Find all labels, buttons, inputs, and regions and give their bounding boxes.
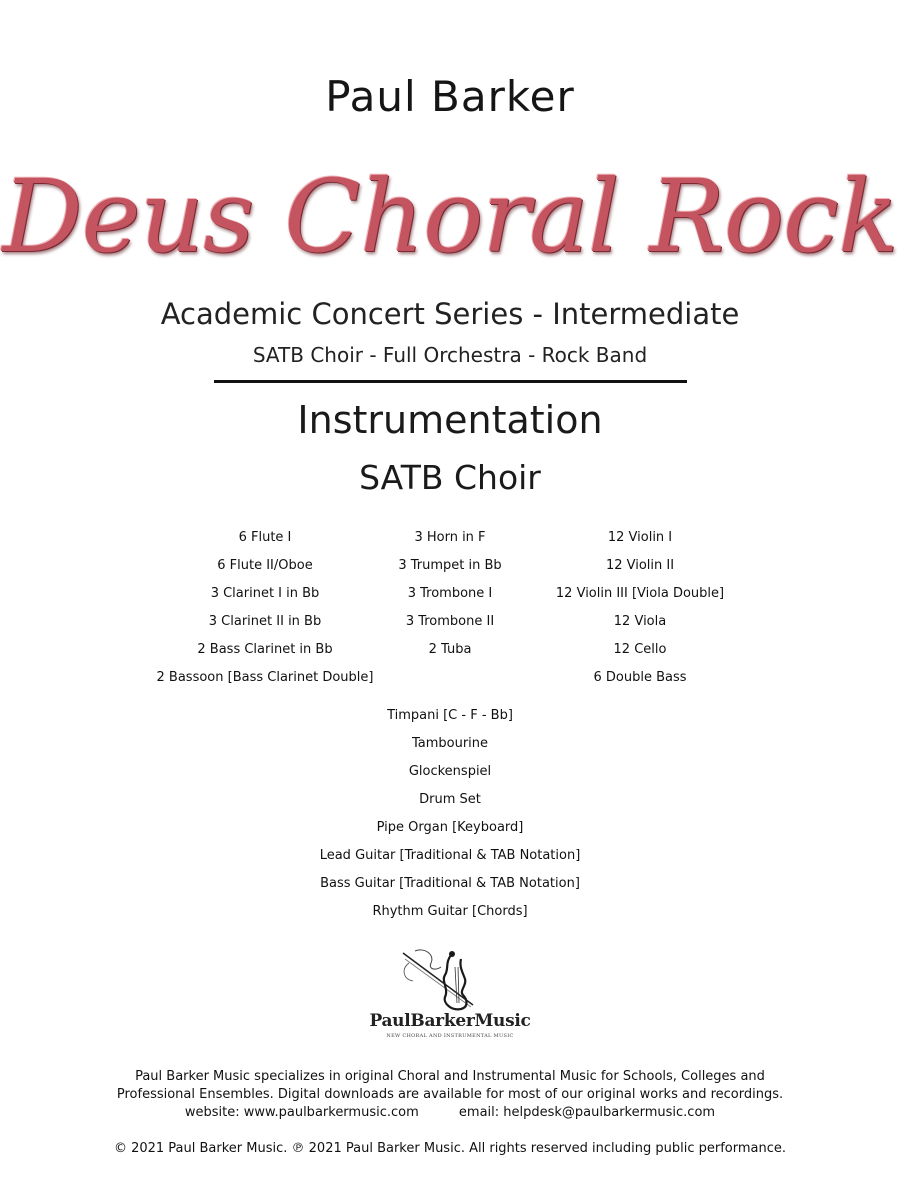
instrument-item: 3 Trombone II — [405, 614, 495, 629]
footer-line: Paul Barker Music specializes in original Choral and Instrumental Music for Schools, Colleges and — [135, 1069, 765, 1084]
instrument-item: 12 Cello — [613, 642, 667, 657]
website-link[interactable]: website: www.paulbarkermusic.com — [184, 1105, 419, 1120]
series-name: Academic Concert Series - Intermediate — [160, 297, 740, 331]
instrument-item: Lead Guitar [Traditional & TAB Notation] — [319, 848, 581, 863]
instrument-item: 6 Flute II/Oboe — [217, 558, 313, 573]
instrument-item: Pipe Organ [Keyboard] — [376, 820, 524, 835]
divider — [214, 380, 687, 383]
violin-bow-icon — [395, 945, 505, 1013]
instrument-item: 3 Clarinet I in Bb — [210, 586, 320, 601]
percussion-band-column — [250, 706, 650, 930]
instrument-item: Glockenspiel — [408, 764, 492, 779]
instrument-item: 12 Violin III [Viola Double] — [555, 586, 725, 601]
instrument-item: 2 Bass Clarinet in Bb — [197, 642, 333, 657]
instrument-item: 12 Violin I — [607, 530, 673, 545]
brass-column — [350, 528, 550, 668]
instrument-item: 3 Trombone I — [407, 586, 493, 601]
instrument-item: 6 Flute I — [238, 530, 292, 545]
section-subheading: SATB Choir — [359, 458, 541, 497]
instrument-item: 12 Viola — [613, 614, 667, 629]
instrument-item: Bass Guitar [Traditional & TAB Notation] — [320, 876, 580, 891]
instrument-item: Tambourine — [411, 736, 489, 751]
instrument-item: Rhythm Guitar [Chords] — [372, 904, 528, 919]
email-link[interactable]: email: helpdesk@paulbarkermusic.com — [458, 1105, 716, 1120]
instrument-item: 3 Horn in F — [414, 530, 486, 545]
composer-name: Paul Barker — [325, 72, 575, 121]
publisher-logo — [360, 945, 540, 1045]
instrument-item: 3 Clarinet II in Bb — [208, 614, 322, 629]
work-title: Deus Choral Rock — [2, 158, 898, 275]
footer-line: Professional Ensembles. Digital downloads are available for most of our original works and recordings. — [116, 1087, 784, 1102]
footer-info — [0, 1068, 900, 1122]
instrument-item: 2 Tuba — [428, 642, 472, 657]
section-heading: Instrumentation — [297, 398, 603, 442]
brand-name: PaulBarkerMusic — [369, 1011, 531, 1031]
strings-column — [525, 528, 755, 696]
instrument-item: Drum Set — [419, 792, 481, 807]
instrument-item: 6 Double Bass — [593, 670, 687, 685]
performing-forces: SATB Choir - Full Orchestra - Rock Band — [252, 343, 648, 367]
instrument-item: 12 Violin II — [605, 558, 675, 573]
brand-tagline: NEW CHORAL AND INSTRUMENTAL MUSIC — [386, 1033, 514, 1039]
instrument-item: 2 Bassoon [Bass Clarinet Double] — [156, 670, 374, 685]
copyright-notice: © 2021 Paul Barker Music. ℗ 2021 Paul Barker Music. All rights reserved including public performance. — [113, 1141, 787, 1156]
instrument-item: Timpani [C - F - Bb] — [387, 708, 513, 723]
instrument-item: 3 Trumpet in Bb — [398, 558, 502, 573]
footer-contact — [0, 1104, 900, 1122]
